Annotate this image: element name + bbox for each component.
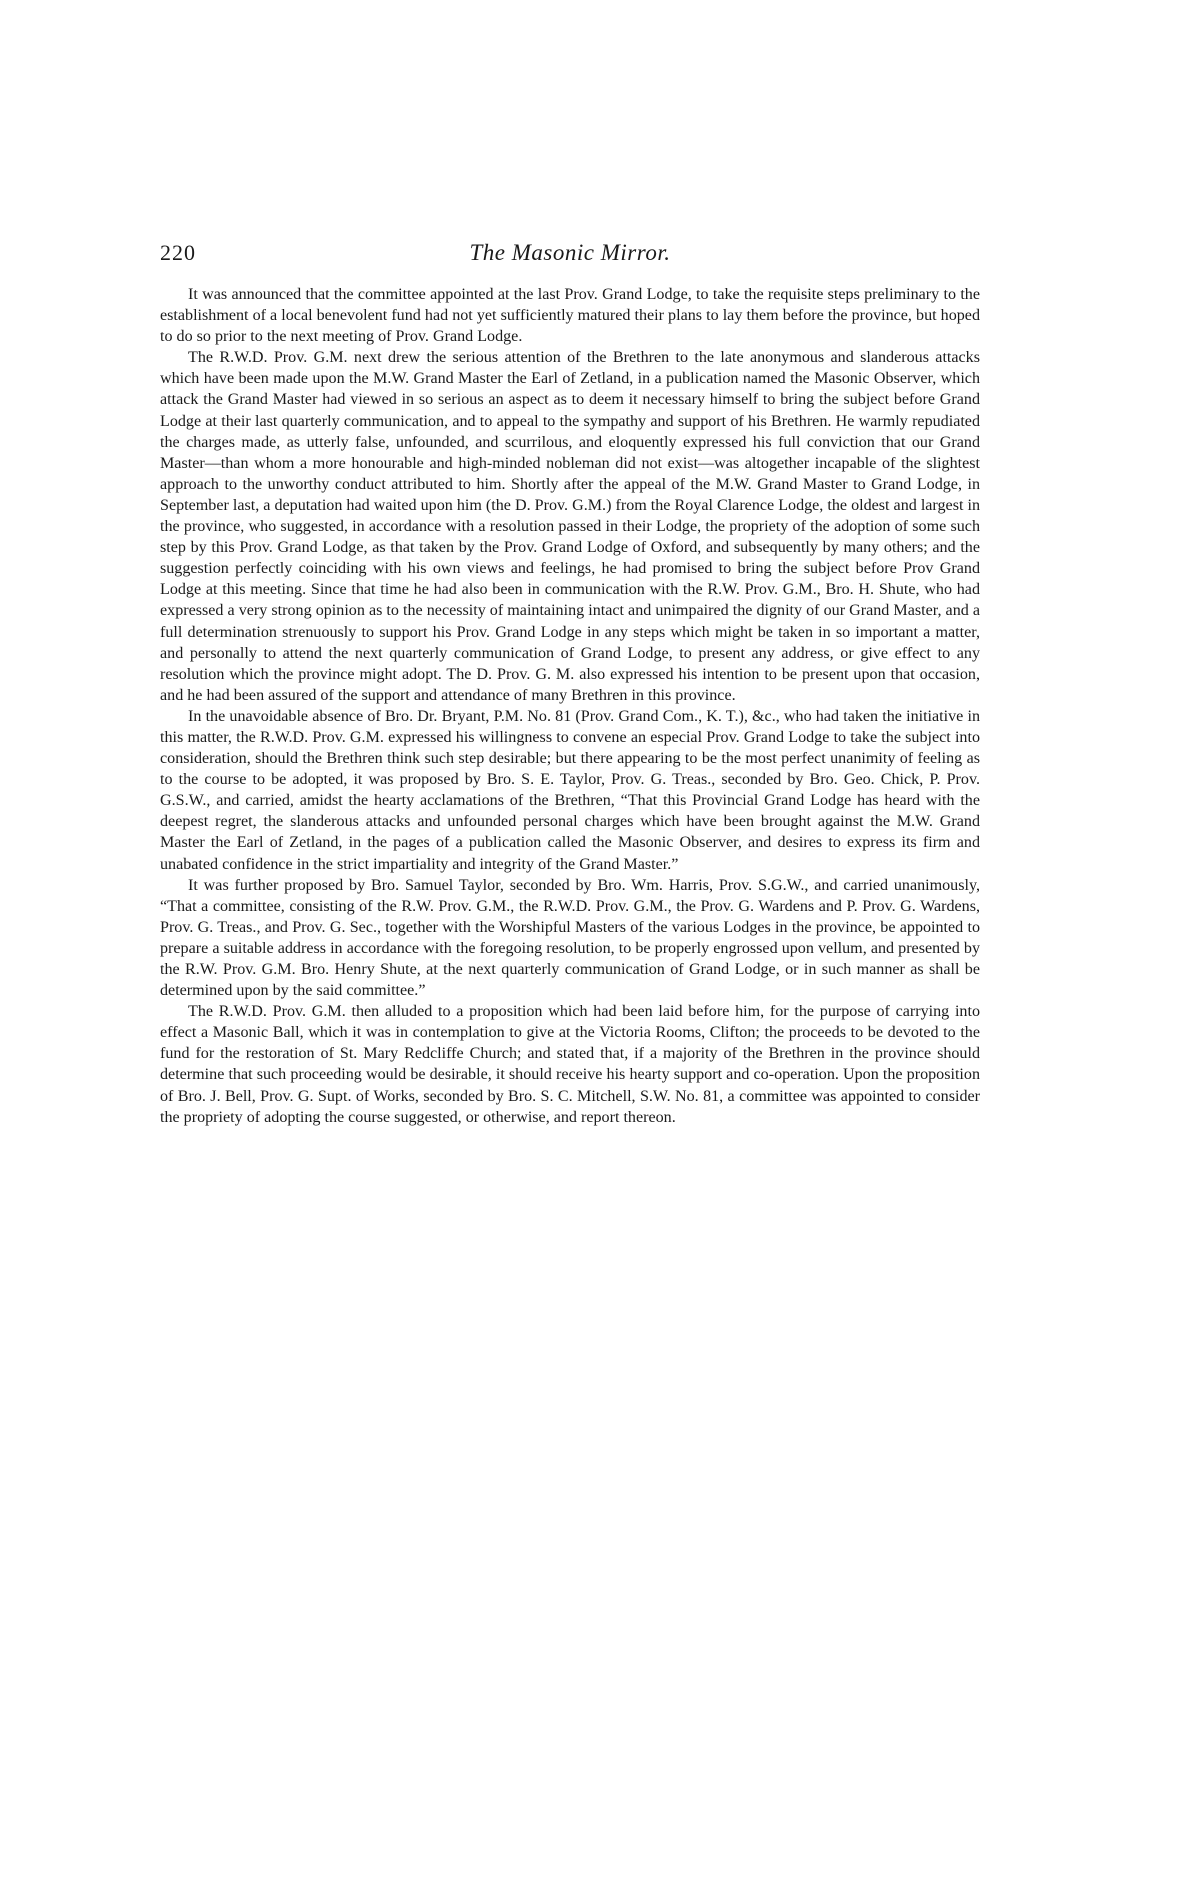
paragraph-masonic-ball: The R.W.D. Prov. G.M. then alluded to a proposition which had been laid before him, for the purpose of carrying into effect a Masonic Ball, which it was in contemplation to give at the Victoria Rooms, Clifton; the proceeds to be devoted to the fund for the restoration of St. Mary Redcliffe Church; and stated that, if a majority of the Brethren in the province should determine that such proceeding would be desirable, it should receive his hearty support and co-operation. Upon the proposition of Bro. J. Bell, Prov. G. Supt. of Works, seconded by Bro. S. C. Mitchell, S.W. No. 81, a committee was appointed to consider the propriety of adopting the course suggested, or otherwise, and report thereon. [160,1003,980,1126]
paragraph-committee-announcement: It was announced that the committee appointed at the last Prov. Grand Lodge, to take the requisite steps preliminary to the establishment of a local benevolent fund had not yet sufficiently matured their plans to lay them before the province, but hoped to do so prior to the next meeting of Prov. Grand Lodge. [160,286,980,346]
document-page [160,240,980,1128]
publication-title: The Masonic Mirror. [469,240,671,265]
page-number: 220 [160,240,196,265]
article-body [160,284,980,1128]
paragraph-committee-proposal: It was further proposed by Bro. Samuel Taylor, seconded by Bro. Wm. Harris, Prov. S.G.W., and carried unanimously, “That a committee, consisting of the R.W. Prov. G.M., the R.W.D. Prov. G.M., the Prov. G. Wardens and P. Prov. G. Wardens, Prov. G. Treas., and Prov. G. Sec., together with the Worshipful Masters of the various Lodges in the province, be appointed to prepare a suitable address in accordance with the foregoing resolution, to be properly engrossed upon vellum, and presented by the R.W. Prov. G.M. Bro. Henry Shute, at the next quarterly communication of Grand Lodge, or in such manner as shall be determined upon by the said committee.” [160,876,980,1000]
paragraph-slanderous-attacks: The R.W.D. Prov. G.M. next drew the serious attention of the Brethren to the late anonymous and slanderous attacks which have been made upon the M.W. Grand Master the Earl of Zetland, in a publication named the Masonic Observer, which attack the Grand Master had viewed in so serious an aspect as to deem it necessary himself to bring the subject before Grand Lodge at their last quarterly communication, and to appeal to the sympathy and support of his Brethren. He warmly repudiated the charges made, as utterly false, unfounded, and scurrilous, and eloquently expressed his full conviction that our Grand Master—than whom a more honourable and high-minded nobleman did not exist—was altogether incapable of the slightest approach to the unworthy conduct attributed to him. Shortly after the appeal of the M.W. Grand Master to Grand Lodge, in September last, a deputation had waited upon him (the D. Prov. G.M.) from the Royal Clarence Lodge, the oldest and largest in the province, who suggested, in accordance with a resolution passed in their Lodge, the propriety of the adoption of some such step by this Prov. Grand Lodge, as that taken by the Prov. Grand Lodge of Oxford, and subsequently by many others; and the suggestion perfectly coinciding with his own views and feelings, he had promised to bring the subject before Prov Grand Lodge at this meeting. Since that time he had also been in communication with the R.W. Prov. G.M., Bro. H. Shute, who had expressed a very strong opinion as to the necessity of maintaining intact and unimpaired the dignity of our Grand Master, and a full determination strenuously to support his Prov. Grand Lodge in any steps which might be taken in so important a matter, and personally to attend the next quarterly communication of Grand Lodge, to present any address, or give effect to any resolution which the province might adopt. The D. Prov. G. M. also expressed his intention to be present upon that occasion, and he had been assured of the support and attendance of many Brethren in this province. [160,349,980,704]
paragraph-resolution: In the unavoidable absence of Bro. Dr. Bryant, P.M. No. 81 (Prov. Grand Com., K. T.), &c., who had taken the initiative in this matter, the R.W.D. Prov. G.M. expressed his willingness to convene an especial Prov. Grand Lodge to take the subject into consideration, should the Brethren think such step desirable; but there appearing to be the most perfect unanimity of feeling as to the course to be adopted, it was proposed by Bro. S. E. Taylor, Prov. G. Treas., seconded by Bro. Geo. Chick, P. Prov. G.S.W., and carried, amidst the hearty acclamations of the Brethren, “That this Provincial Grand Lodge has heard with the deepest regret, the slanderous attacks and unfounded personal charges which have been brought against the M.W. Grand Master the Earl of Zetland, in the pages of a publication called the Masonic Observer, and desires to express its firm and unabated confidence in the strict impartiality and integrity of the Grand Master.” [160,707,980,873]
running-header [160,240,980,276]
